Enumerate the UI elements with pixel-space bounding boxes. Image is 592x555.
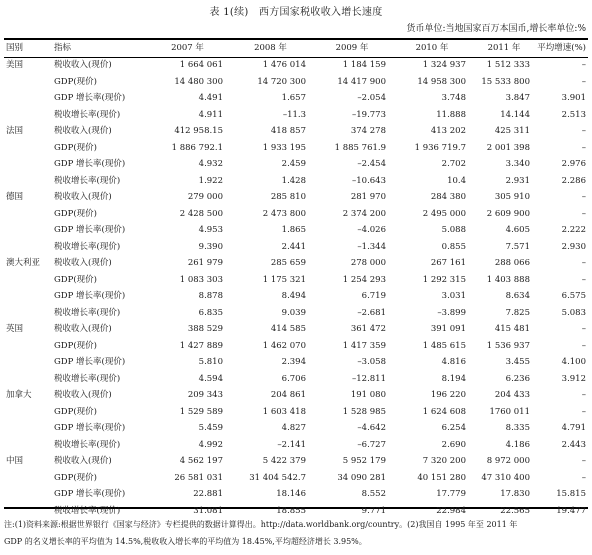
value-2007-cell: 4.911 [198,109,223,120]
indicator-cell: GDP 增长率(现价) [54,291,126,301]
value-2010-cell: 2.690 [441,439,466,450]
indicator-cell: 税收增长率(现价) [54,241,121,252]
table-row [4,189,588,206]
country-cell [4,222,54,239]
average-growth-cell: 2.513 [561,109,586,120]
value-2007-cell: 14 480 300 [174,76,223,87]
value-2009-cell: 1 254 293 [342,274,386,285]
value-2007-cell: 388 529 [187,324,223,334]
value-2007-cell: 4 562 197 [179,456,223,466]
table-row [4,239,588,256]
country-cell [4,272,54,289]
value-2011-cell: 8 972 000 [486,456,530,466]
indicator-cell: GDP(现价) [54,142,97,153]
value-2009-cell: –4.026 [357,225,386,235]
average-growth-cell: – [581,208,586,219]
value-2008-cell: 1 603 418 [262,406,306,417]
average-growth-cell: 2.286 [561,175,586,186]
value-2007-cell: 4.594 [198,373,223,384]
table-row [4,354,588,371]
value-2008-cell: 6.706 [281,373,306,384]
value-2009-cell: 2 374 200 [342,208,386,219]
value-2010-cell: 2 495 000 [422,208,466,219]
value-2007-cell: 26 581 031 [174,472,223,483]
value-2009-cell: 1 417 359 [342,340,386,351]
value-2011-cell: 3.847 [505,93,530,103]
value-2008-cell: 1.428 [281,175,306,186]
value-2009-cell: 191 080 [350,390,386,400]
value-2011-cell: 14.144 [500,109,530,120]
header-2011: 2011 年 [487,43,521,53]
country-cell: 法国 [6,126,24,136]
value-2008-cell: 1 175 321 [262,274,306,285]
value-2010-cell: 17.779 [436,489,466,499]
value-2011-cell: 3.340 [505,159,530,169]
value-2008-cell: 2.394 [281,357,306,367]
country-cell [4,404,54,421]
header-2008: 2008 年 [254,43,287,53]
country-cell [4,107,54,124]
value-2008-cell: 1 933 195 [262,142,306,153]
value-2009-cell: –2.454 [357,159,386,169]
country-cell [4,486,54,503]
value-2011-cell: 6.236 [505,373,530,384]
value-2007-cell: 4.491 [198,93,223,103]
value-2009-cell: 1 528 985 [342,406,386,417]
indicator-cell: GDP 增长率(现价) [54,489,126,499]
value-2011-cell: 2 609 900 [486,208,530,219]
country-cell [4,371,54,388]
average-growth-cell: 3.901 [561,93,586,103]
value-2011-cell: 4.186 [505,439,530,450]
value-2007-cell: 8.878 [198,291,223,301]
country-cell: 德国 [6,192,24,202]
country-cell [4,173,54,190]
indicator-cell: 税收增长率(现价) [54,373,121,384]
table-row [4,420,588,437]
value-2009-cell: 34 090 281 [337,472,386,483]
value-2010-cell: 11.888 [436,109,466,120]
value-2008-cell: 2.441 [281,241,306,252]
table-row [4,206,588,223]
indicator-cell: GDP 增长率(现价) [54,423,126,433]
value-2011-cell: 2 001 398 [486,142,530,153]
country-cell [4,305,54,322]
value-2008-cell: 31 404 542.7 [249,472,306,483]
value-2011-cell: 22.565 [500,505,530,516]
table-row [4,272,588,289]
value-2009-cell: –12.811 [352,373,386,384]
value-2009-cell: 361 472 [350,324,386,334]
value-2009-cell: 8.552 [361,489,386,499]
value-2008-cell: 285 810 [270,192,306,202]
value-2009-cell: –2.681 [357,307,386,318]
average-growth-cell: 4.100 [561,357,586,367]
table-row [4,453,588,470]
value-2010-cell: 4.816 [441,357,466,367]
value-2008-cell: 5 422 379 [262,456,306,466]
indicator-cell: 税收收入(现价) [54,126,112,136]
value-2010-cell: 1 324 937 [422,60,466,70]
value-2008-cell: 4.827 [281,423,306,433]
average-growth-cell: – [581,406,586,417]
country-cell [4,338,54,355]
table-row [4,255,588,272]
value-2007-cell: 1 083 303 [179,274,223,285]
indicator-cell: 税收收入(现价) [54,324,112,334]
value-2007-cell: 279 000 [187,192,223,202]
indicator-cell: 税收收入(现价) [54,192,112,202]
value-2010-cell: 267 161 [430,258,466,268]
table-row [4,305,588,322]
header-2007: 2007 年 [171,43,204,53]
value-2007-cell: 4.992 [198,439,223,450]
value-2008-cell: 18.146 [276,489,306,499]
value-2011-cell: 415 481 [494,324,530,334]
value-2010-cell: 3.748 [441,93,466,103]
value-2011-cell: 47 310 400 [481,472,530,483]
value-2008-cell: –2.141 [277,439,306,450]
table-row [4,371,588,388]
country-cell: 中国 [6,456,24,466]
value-2011-cell: 2.931 [505,175,530,186]
value-2009-cell: –6.727 [357,439,386,450]
value-2011-cell: 7.825 [505,307,530,318]
header-2009: 2009 年 [335,43,369,53]
table-row [4,486,588,503]
indicator-cell: GDP(现价) [54,274,97,285]
country-cell [4,420,54,437]
value-2007-cell: 261 979 [187,258,223,268]
table-row [4,74,588,91]
table-row [4,222,588,239]
value-2010-cell: 196 220 [430,390,466,400]
average-growth-cell: – [581,390,586,400]
indicator-cell: 税收收入(现价) [54,390,112,400]
value-2008-cell: 18.855 [276,505,306,516]
footnote [4,516,588,550]
value-2011-cell: 204 433 [494,390,530,400]
value-2010-cell: 3.031 [441,291,466,301]
value-2007-cell: 1 427 889 [179,340,223,351]
indicator-cell: GDP 增长率(现价) [54,357,126,367]
value-2011-cell: 1760 011 [489,406,530,417]
table-row [4,140,588,157]
average-growth-cell: – [581,126,586,136]
value-2010-cell: 2.702 [441,159,466,169]
average-growth-cell: – [581,340,586,351]
value-2007-cell: 1.922 [198,175,223,186]
average-growth-cell: 19.477 [556,505,586,516]
table-row [4,123,588,140]
average-growth-cell: – [581,142,586,153]
value-2007-cell: 412 958.15 [174,126,223,136]
value-2010-cell: 8.194 [441,373,466,384]
value-2011-cell: 17.830 [500,489,530,499]
value-2008-cell: 14 720 300 [257,76,306,87]
average-growth-cell: 3.912 [561,373,586,384]
value-2008-cell: –11.3 [282,109,306,120]
country-cell [4,156,54,173]
country-cell [4,470,54,487]
indicator-cell: GDP 增长率(现价) [54,159,126,169]
table-row [4,156,588,173]
value-2011-cell: 1 403 888 [486,274,530,285]
indicator-cell: 税收收入(现价) [54,456,112,466]
value-2010-cell: 14 958 300 [417,76,466,87]
indicator-cell: 税收增长率(现价) [54,307,121,318]
value-2011-cell: 8.634 [505,291,530,301]
value-2007-cell: 31.081 [193,505,223,516]
value-2010-cell: 7 320 200 [422,456,466,466]
value-2008-cell: 1.865 [281,225,306,235]
value-2010-cell: –3.899 [437,307,466,318]
average-growth-cell: 4.791 [561,423,586,433]
value-2008-cell: 1 476 014 [262,60,306,70]
unit-note: 货币单位:当地国家百万本国币,增长率单位:% [406,24,586,34]
value-2008-cell: 1.657 [281,93,306,103]
average-growth-cell: – [581,192,586,202]
value-2009-cell: 14 417 900 [337,76,386,87]
value-2009-cell: 374 278 [350,126,386,136]
value-2009-cell: 1 885 761.9 [334,142,386,153]
value-2007-cell: 2 428 500 [179,208,223,219]
value-2007-cell: 209 343 [187,390,223,400]
value-2010-cell: 0.855 [441,241,466,252]
value-2007-cell: 6.835 [198,307,223,318]
value-2011-cell: 7.571 [505,241,530,252]
indicator-cell: 税收增长率(现价) [54,505,121,516]
country-cell [4,354,54,371]
indicator-cell: 税收收入(现价) [54,258,112,268]
average-growth-cell: – [581,60,586,70]
value-2008-cell: 1 462 070 [262,340,306,351]
average-growth-cell: – [581,456,586,466]
value-2009-cell: –1.344 [357,241,386,252]
table-row [4,288,588,305]
value-2010-cell: 1 624 608 [422,406,466,417]
value-2008-cell: 2.459 [281,159,306,169]
value-2011-cell: 425 311 [494,126,530,136]
average-growth-cell: – [581,76,586,87]
value-2009-cell: 9.771 [361,505,386,516]
value-2007-cell: 5.459 [198,423,223,433]
value-2007-cell: 4.953 [198,225,223,235]
country-cell [4,288,54,305]
country-cell: 加拿大 [6,390,32,400]
average-growth-cell: 2.443 [561,439,586,450]
table-row [4,338,588,355]
footnote-line-1: 注:(1)资料来源:根据世界银行《国家与经济》专栏提供的数据计算得出。http://data.worldbank.org/country。(2)我国自 1995 年至 2011 年 [4,520,518,529]
indicator-cell: GDP(现价) [54,76,97,87]
country-cell [4,90,54,107]
table-row [4,57,588,74]
value-2010-cell: 1 292 315 [422,274,466,285]
value-2010-cell: 5.088 [441,225,466,235]
value-2009-cell: –10.643 [352,175,386,186]
table-row [4,387,588,404]
indicator-cell: GDP(现价) [54,208,97,219]
average-growth-cell: – [581,274,586,285]
value-2010-cell: 1 936 719.7 [414,142,466,153]
country-cell [4,437,54,454]
value-2008-cell: 8.494 [281,291,306,301]
tax-growth-table [4,40,588,519]
footnote-line-2: GDP 的名义增长率的平均值为 14.5%,税收收入增长率的平均值为 18.45%,平均超经济增长 3.95%。 [4,537,367,546]
indicator-cell: 税收增长率(现价) [54,439,121,450]
value-2007-cell: 22.881 [193,489,223,499]
value-2010-cell: 10.4 [447,175,466,186]
table-row [4,90,588,107]
value-2009-cell: –3.058 [357,357,386,367]
value-2011-cell: 8.335 [505,423,530,433]
value-2011-cell: 1 536 937 [486,340,530,351]
value-2007-cell: 4.932 [198,159,223,169]
value-2010-cell: 6.254 [441,423,466,433]
value-2009-cell: 278 000 [350,258,386,268]
indicator-cell: GDP(现价) [54,340,97,351]
value-2008-cell: 204 861 [270,390,306,400]
value-2008-cell: 414 585 [270,324,306,334]
table-row [4,404,588,421]
value-2010-cell: 284 380 [430,192,466,202]
indicator-cell: 税收增长率(现价) [54,109,121,120]
value-2009-cell: 1 184 159 [342,60,386,70]
value-2011-cell: 4.605 [505,225,530,235]
value-2010-cell: 391 091 [430,324,466,334]
value-2011-cell: 3.455 [505,357,530,367]
header-row [4,40,588,57]
average-growth-cell: 5.083 [561,307,586,318]
table-row [4,437,588,454]
table-row [4,321,588,338]
country-cell: 澳大利亚 [6,258,41,268]
indicator-cell: GDP(现价) [54,406,97,417]
indicator-cell: 税收增长率(现价) [54,175,121,186]
value-2008-cell: 2 473 800 [262,208,306,219]
table-title: 表 1(续) 西方国家税收收入增长速度 [209,7,383,18]
indicator-cell: GDP 增长率(现价) [54,93,126,103]
value-2009-cell: 281 970 [350,192,386,202]
average-growth-cell: – [581,472,586,483]
indicator-cell: GDP(现价) [54,472,97,483]
country-cell [4,206,54,223]
header-average-growth: 平均增速(%) [537,43,586,53]
value-2009-cell: 5 952 179 [342,456,386,466]
value-2007-cell: 9.390 [198,241,223,252]
value-2009-cell: –4.642 [357,423,386,433]
average-growth-cell: 6.575 [561,291,586,301]
table-row [4,470,588,487]
country-cell: 英国 [6,324,24,334]
country-cell [4,74,54,91]
average-growth-cell: 2.976 [561,159,586,169]
table-row [4,107,588,124]
value-2011-cell: 15 533 800 [481,76,530,87]
value-2009-cell: –19.773 [352,109,386,120]
header-country: 国别 [6,43,24,53]
table-body [4,57,588,519]
average-growth-cell: – [581,324,586,334]
indicator-cell: GDP 增长率(现价) [54,225,126,235]
table-row [4,173,588,190]
value-2010-cell: 1 485 615 [422,340,466,351]
value-2009-cell: 6.719 [361,291,386,301]
value-2011-cell: 1 512 333 [486,60,530,70]
indicator-cell: 税收收入(现价) [54,60,112,70]
value-2010-cell: 22.984 [436,505,466,516]
country-cell [4,239,54,256]
average-growth-cell: 2.930 [561,241,586,252]
value-2009-cell: –2.054 [357,93,386,103]
header-indicator: 指标 [54,43,72,53]
value-2007-cell: 1 664 061 [179,60,223,70]
average-growth-cell: – [581,258,586,268]
value-2007-cell: 1 529 589 [179,406,223,417]
country-cell: 美国 [6,60,24,70]
value-2008-cell: 418 857 [270,126,306,136]
country-cell [4,140,54,157]
value-2011-cell: 288 066 [494,258,530,268]
value-2007-cell: 5.810 [198,357,223,367]
average-growth-cell: 15.815 [556,489,586,499]
value-2008-cell: 9.039 [281,307,306,318]
value-2011-cell: 305 910 [494,192,530,202]
header-2010: 2010 年 [415,43,449,53]
value-2008-cell: 285 659 [270,258,306,268]
value-2010-cell: 40 151 280 [417,472,466,483]
value-2007-cell: 1 886 792.1 [171,142,223,153]
average-growth-cell: 2.222 [561,225,586,235]
value-2010-cell: 413 202 [430,126,466,136]
